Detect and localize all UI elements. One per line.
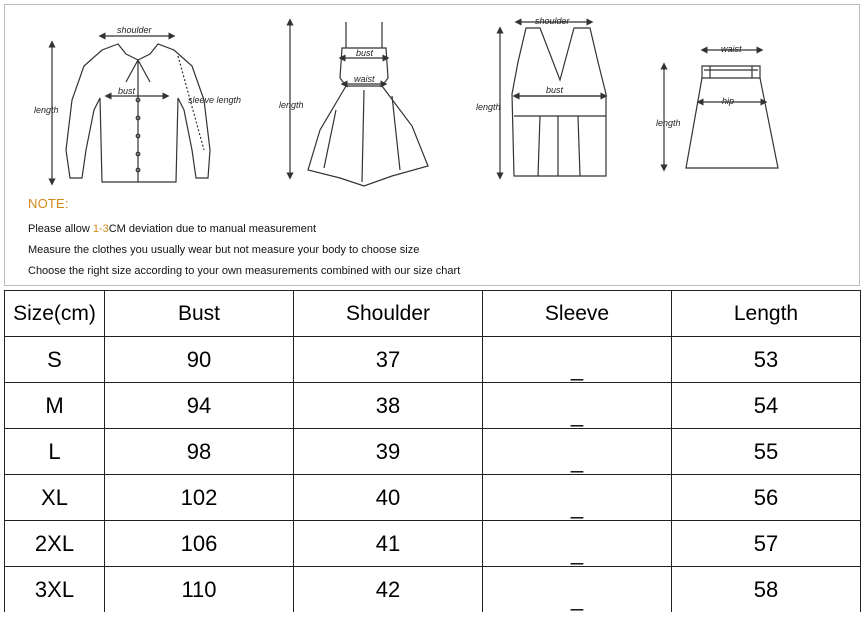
bust-cell: 106 (105, 521, 294, 567)
note-line-1-start: Please allow (28, 223, 93, 235)
sleeve-value: _ (570, 539, 584, 565)
header-bust: Bust (105, 291, 294, 337)
note-title: NOTE: (28, 196, 69, 211)
length-cell: 58 (672, 567, 861, 613)
length-cell: 57 (672, 521, 861, 567)
dress-length-label: length (279, 100, 304, 110)
table-row (5, 521, 861, 567)
sleeve-cell (483, 475, 672, 521)
header-sleeve: Sleeve (483, 291, 672, 337)
size-chart-table (4, 290, 861, 612)
illustration-panel (0, 0, 864, 290)
size-cell: M (5, 383, 105, 429)
note-line-1 (28, 219, 460, 240)
top-bust-label: bust (546, 85, 564, 95)
top-length-label: length (476, 102, 501, 112)
sleeve-value: _ (570, 585, 584, 611)
skirt-diagram (664, 50, 778, 168)
dress-bust-label: bust (356, 48, 374, 58)
length-cell: 53 (672, 337, 861, 383)
blouse-bust-label: bust (118, 86, 136, 96)
note-line-2: Measure the clothes you usually wear but not measure your body to choose size (28, 244, 420, 256)
sleeve-value: _ (570, 493, 584, 519)
table-row (5, 475, 861, 521)
shoulder-cell: 40 (294, 475, 483, 521)
table-row (5, 429, 861, 475)
skirt-hip-label: hip (722, 96, 735, 106)
bust-cell: 102 (105, 475, 294, 521)
note-line-3: Choose the right size according to your own measurements combined with our size chart (28, 265, 461, 277)
size-cell: 3XL (5, 567, 105, 613)
sleeve-value: _ (570, 447, 584, 473)
garment-illustrations (0, 0, 864, 200)
length-cell: 54 (672, 383, 861, 429)
header-shoulder: Shoulder (294, 291, 483, 337)
length-cell: 56 (672, 475, 861, 521)
table-row (5, 383, 861, 429)
measurement-note (28, 196, 460, 282)
sleeve-cell (483, 429, 672, 475)
bust-cell: 90 (105, 337, 294, 383)
blouse-sleeve-label: sleeve length (188, 95, 242, 105)
bust-cell: 94 (105, 383, 294, 429)
skirt-length-label: length (656, 118, 681, 128)
skirt-waist-label: waist (721, 44, 742, 54)
sleeve-value: _ (570, 401, 584, 427)
blouse-diagram (52, 36, 210, 182)
sleeve-cell (483, 521, 672, 567)
blouse-shoulder-label: shoulder (117, 25, 152, 35)
shoulder-cell: 38 (294, 383, 483, 429)
top-shoulder-label: shoulder (535, 16, 570, 26)
shoulder-cell: 41 (294, 521, 483, 567)
length-cell: 55 (672, 429, 861, 475)
table-row (5, 337, 861, 383)
header-size: Size(cm) (5, 291, 105, 337)
sleeve-cell (483, 383, 672, 429)
shoulder-cell: 42 (294, 567, 483, 613)
table-header-row (5, 291, 861, 337)
note-highlight: 1-3 (92, 223, 109, 235)
shoulder-cell: 37 (294, 337, 483, 383)
size-cell: 2XL (5, 521, 105, 567)
size-cell: XL (5, 475, 105, 521)
bust-cell: 110 (105, 567, 294, 613)
top-diagram (500, 22, 606, 176)
note-line-1-end: CM deviation due to manual measurement (108, 223, 317, 235)
shoulder-cell: 39 (294, 429, 483, 475)
sleeve-value: _ (570, 355, 584, 381)
table-row (5, 567, 861, 613)
header-length: Length (672, 291, 861, 337)
sleeve-cell (483, 567, 672, 613)
sleeve-cell (483, 337, 672, 383)
bust-cell: 98 (105, 429, 294, 475)
dress-diagram (290, 22, 428, 186)
size-cell: L (5, 429, 105, 475)
blouse-length-label: length (34, 105, 59, 115)
size-cell: S (5, 337, 105, 383)
dress-waist-label: waist (354, 74, 375, 84)
